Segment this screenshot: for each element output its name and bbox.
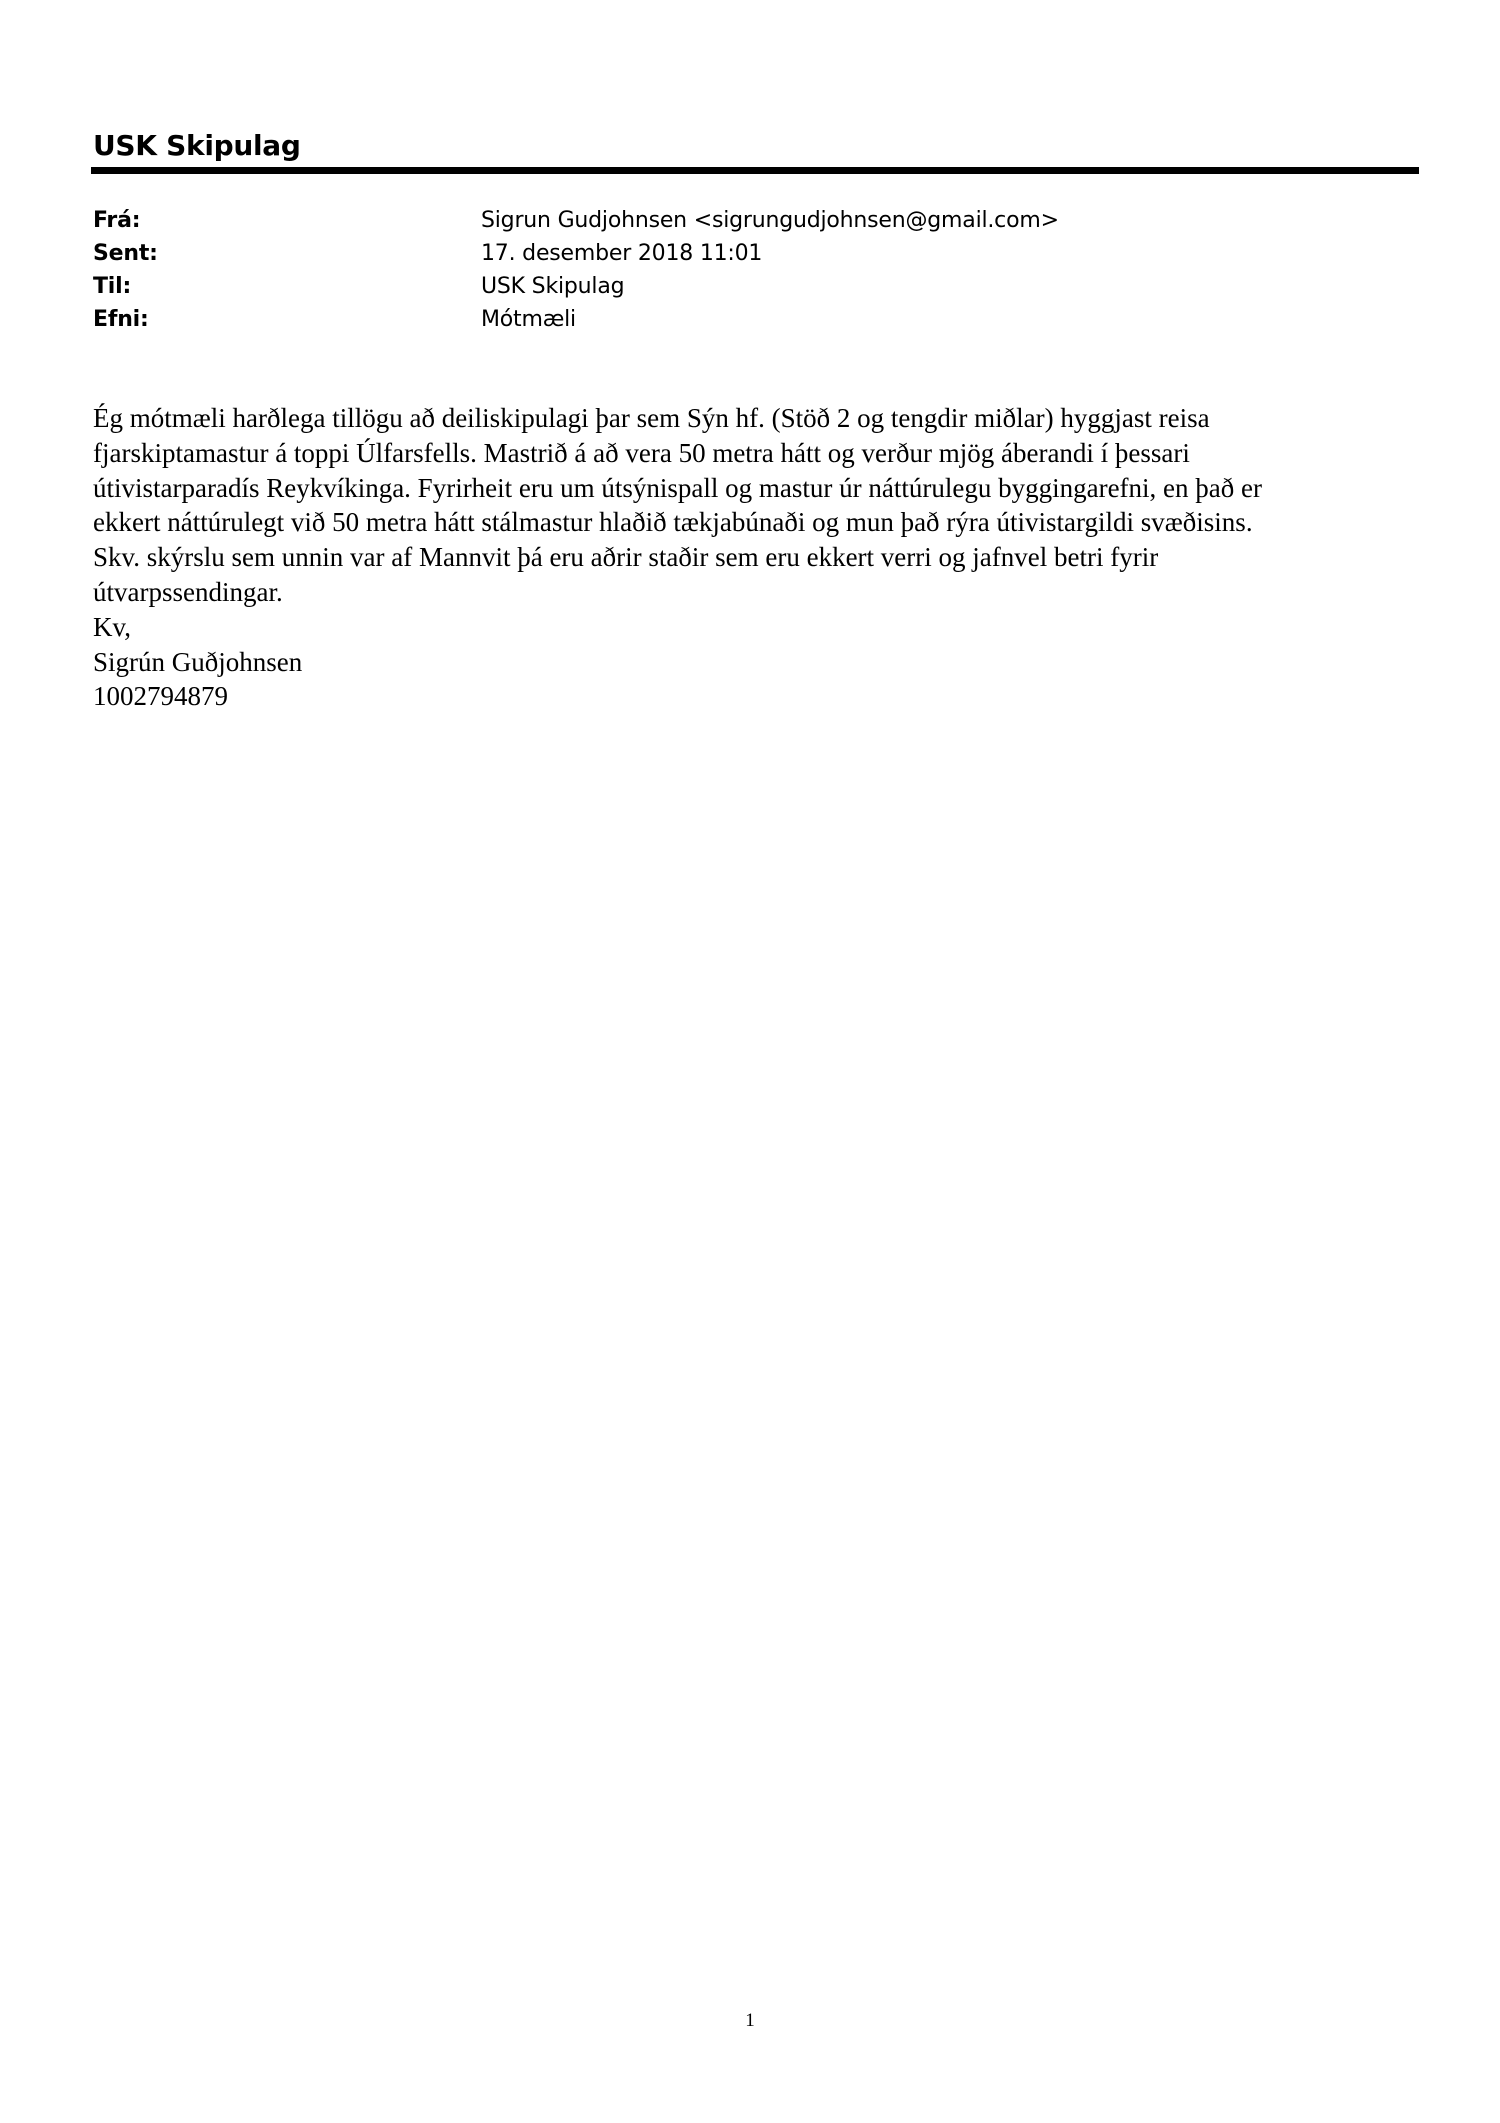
title-divider <box>91 167 1419 174</box>
subject-value: Mótmæli <box>481 307 576 332</box>
sent-value: 17. desember 2018 11:01 <box>481 241 763 266</box>
message-line: ekkert náttúrulegt við 50 metra hátt stálmastur hlaðið tækjabúnaði og mun það rýra útivistargildi svæðisins. <box>93 507 1253 538</box>
message-body <box>93 401 1428 714</box>
message-paragraph <box>93 401 1428 610</box>
from-value: Sigrun Gudjohnsen <sigrungudjohnsen@gmail.com> <box>481 208 1059 233</box>
closing: Kv, <box>93 611 131 642</box>
message-line: Ég mótmæli harðlega tillögu að deiliskipulagi þar sem Sýn hf. (Stöð 2 og tengdir miðlar) hyggjast reisa <box>93 403 1210 433</box>
to-value: USK Skipulag <box>481 274 625 299</box>
from-label: Frá: <box>93 208 141 233</box>
signer-id: 1002794879 <box>93 681 228 712</box>
message-line: Skv. skýrslu sem unnin var af Mannvit þá eru aðrir staðir sem eru ekkert verri og jafnvel betri fyrir <box>93 542 1159 573</box>
email-header <box>93 204 1393 336</box>
signature-block <box>93 610 1428 714</box>
signer-name: Sigrún Guðjohnsen <box>93 646 303 677</box>
header-row-subject <box>93 303 1393 336</box>
sent-label: Sent: <box>93 241 158 266</box>
page-title: USK Skipulag <box>93 129 301 162</box>
message-line: útivistarparadís Reykvíkinga. Fyrirheit eru um útsýnispall og mastur úr náttúrulegu byggingarefni, en það er <box>93 472 1262 503</box>
page-number: 1 <box>745 2010 755 2031</box>
subject-label: Efni: <box>93 307 149 332</box>
header-row-sent <box>93 237 1393 270</box>
to-label: Til: <box>93 274 132 299</box>
message-line: fjarskiptamastur á toppi Úlfarsfells. Mastrið á að vera 50 metra hátt og verður mjög áberandi í þessari <box>93 437 1190 468</box>
header-row-from <box>93 204 1393 237</box>
header-row-to <box>93 270 1393 303</box>
message-line: útvarpssendingar. <box>93 576 283 607</box>
